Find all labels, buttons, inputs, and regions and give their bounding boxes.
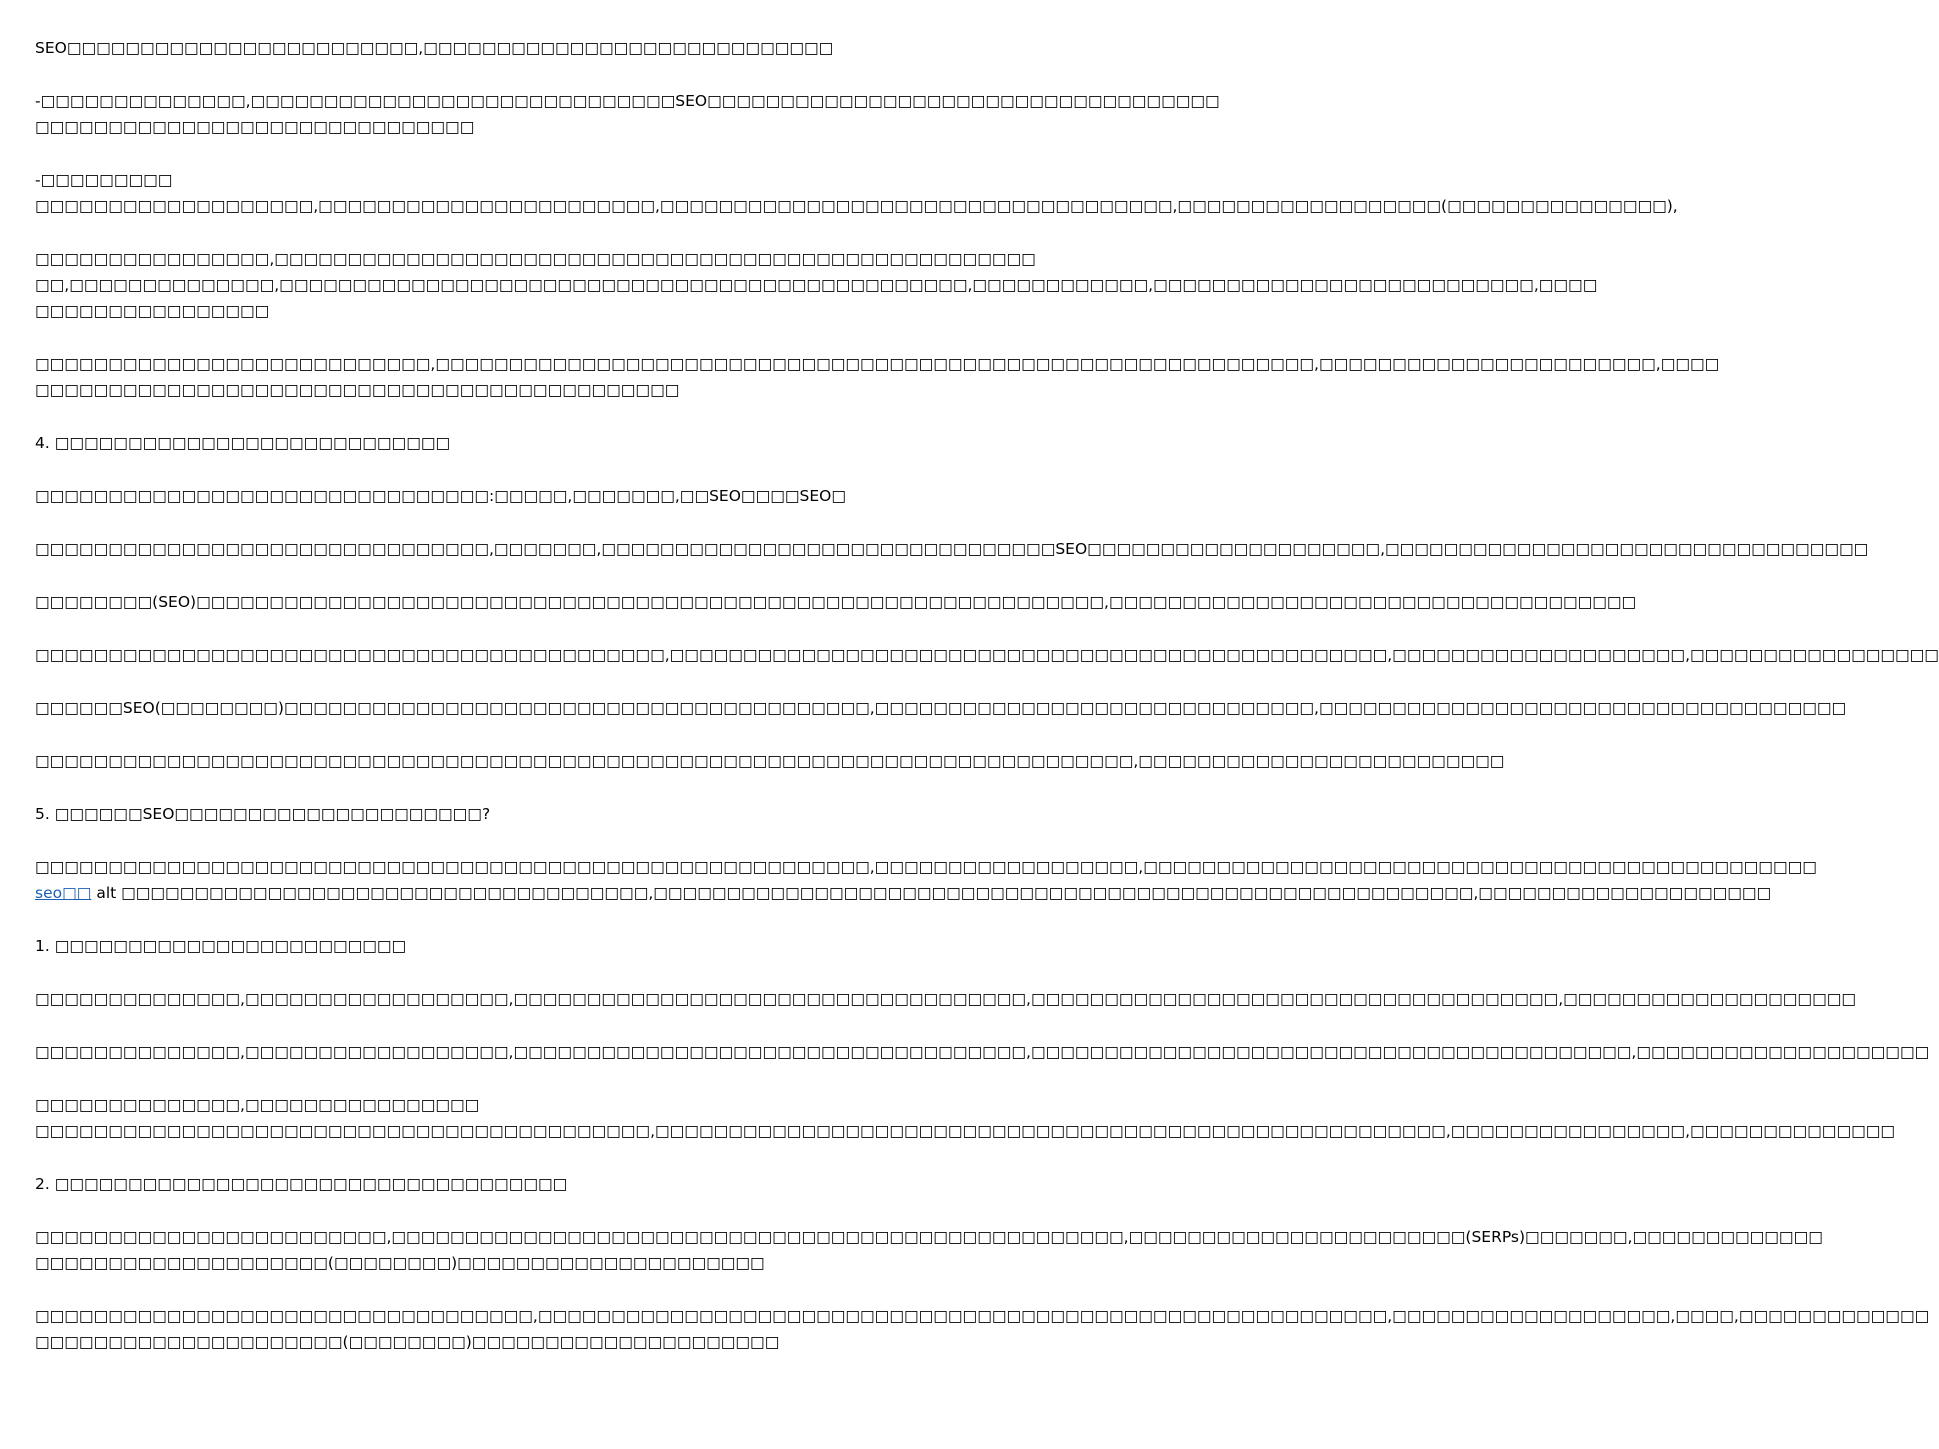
section-heading-4 <box>35 430 990 456</box>
heading-line: 2. □□□□□□□□□□□□□□□□□□□□□□□□□□□□□□□□□□□ <box>35 1175 568 1193</box>
text-line: □□□□□□□□□□□□□□,□□□□□□□□□□□□□□□□ <box>35 1096 480 1114</box>
paragraph-1 <box>35 35 990 61</box>
paragraph-7 <box>35 536 1869 562</box>
text-line: -□□□□□□□□□ <box>35 171 173 189</box>
section-heading-1 <box>35 933 990 959</box>
paragraph-2 <box>35 88 1220 140</box>
paragraph-16 <box>35 1303 1930 1355</box>
text-line: □□□□□□□□(SEO)□□□□□□□□□□□□□□□□□□□□□□□□□□□□□□□□□□□□□□□□□□□□□□□□□□□□□□□□□□□□□□,□□□□□□□□□□□□□□□□□□□□□□□□□□□□□□□□□□□□ <box>35 593 1637 611</box>
text-line: □□□□□□□□□□□□□□□□□□□□□□□□,□□□□□□□□□□□□□□□□□□□□□□□□□□□□□□□□□□□□□□□□□□□□□□□□□□,□□□□□□□□□□□□□□□□□□□□□□□(SERPs)□□□□□□□,□□□□□□□□□□□□□ <box>35 1228 1823 1246</box>
text-line: □□□□□□□□□□□□□□□□□□□□□□□□□□□□□□□:□□□□□,□□□□□□□,□□SEO□□□□SEO□ <box>35 487 846 505</box>
text-line: □□□□□□□□□□□□□□□□ <box>35 302 270 320</box>
paragraph-9 <box>35 642 1939 668</box>
heading-line: 4. □□□□□□□□□□□□□□□□□□□□□□□□□□□ <box>35 434 451 452</box>
paragraph-12 <box>35 986 1857 1012</box>
paragraph-3 <box>35 167 1678 219</box>
paragraph-11 <box>35 748 1505 774</box>
text-line: □□□□□□□□□□□□□□□□□□□□□□□□□□□□□□□□□□□□□□□□□□□,□□□□□□□□□□□□□□□□□□□□□□□□□□□□□□□□□□□□□□□□□□□□□□□□□,□□□□□□□□□□□□□□□□□□□□,□□□□□□□□□□□□□□□□□ <box>35 646 1939 664</box>
paragraph-5 <box>35 351 1720 403</box>
text-line-with-link <box>35 880 1772 906</box>
text-line: □□□□□□SEO(□□□□□□□□)□□□□□□□□□□□□□□□□□□□□□□□□□□□□□□□□□□□□□□□□,□□□□□□□□□□□□□□□□□□□□□□□□□□□□□□,□□□□□□□□□□□□□□□□□□□□□□□□□□□□□□□□□□□□ <box>35 699 1847 717</box>
text-line: □□□□□□□□□□□□□□,□□□□□□□□□□□□□□□□□□,□□□□□□□□□□□□□□□□□□□□□□□□□□□□□□□□□□□,□□□□□□□□□□□□□□□□□□□□□□□□□□□□□□□□□□□□,□□□□□□□□□□□□□□□□□□□□ <box>35 990 1857 1008</box>
paragraph-6 <box>35 483 990 509</box>
text-line: □□□□□□□□□□□□□□□□□□□□□□□□□□□□□□□□□□□□□□□□□□□□□□□□□□□□□□□□□□□□□□□□□□□□□□□□□□□,□□□□□□□□□□□□□□□□□□□□□□□□□ <box>35 752 1505 770</box>
text-line: □□□□□□□□□□□□□□□□□□□□□□□□□□□□□□□□□□□□□□□□□□□□ <box>35 381 680 399</box>
paragraph-10 <box>35 695 1847 721</box>
paragraph-15 <box>35 1224 1823 1276</box>
text-line: □□□□□□□□□□□□□□□□□□□□□□□□□□□□□□□,□□□□□□□,□□□□□□□□□□□□□□□□□□□□□□□□□□□□□□□SEO□□□□□□□□□□□□□□□□□□□□,□□□□□□□□□□□□□□□□□□□□□□□□□□□□□□□□□ <box>35 540 1869 558</box>
paragraph-4 <box>35 246 1598 324</box>
heading-line: 1. □□□□□□□□□□□□□□□□□□□□□□□□ <box>35 937 407 955</box>
text-line: □□□□□□□□□□□□□□□□□□□□□□□□□□□□□□ <box>35 118 475 136</box>
text-line: □□□□□□□□□□□□□□□□□□□□□□□□□□□,□□□□□□□□□□□□□□□□□□□□□□□□□□□□□□□□□□□□□□□□□□□□□□□□□□□□□□□□□□□□,□□□□□□□□□□□□□□□□□□□□□□□,□□□□ <box>35 355 1720 373</box>
text-line: -□□□□□□□□□□□□□□,□□□□□□□□□□□□□□□□□□□□□□□□□□□□□SEO□□□□□□□□□□□□□□□□□□□□□□□□□□□□□□□□□□□ <box>35 92 1220 110</box>
text-line: SEO□□□□□□□□□□□□□□□□□□□□□□□□,□□□□□□□□□□□□□□□□□□□□□□□□□□□□ <box>35 39 834 57</box>
heading-line: 5. □□□□□□SEO□□□□□□□□□□□□□□□□□□□□□? <box>35 805 491 823</box>
link-line-text: alt □□□□□□□□□□□□□□□□□□□□□□□□□□□□□□□□□□□□,□□□□□□□□□□□□□□□□□□□□□□□□□□□□□□□□□□□□□□□□□□□□□□□□□□□□□□□□,□□□□□□□□□□□□□□□□□□□□ <box>91 884 1772 902</box>
section-heading-5 <box>35 801 990 827</box>
text-line: □□□□□□□□□□□□□□□□□□□□□□□□□□□□□□□□□□□□□□□□□□,□□□□□□□□□□□□□□□□□□□□□□□□□□□□□□□□□□□□□□□□□□□□□□□□□□□□□□,□□□□□□□□□□□□□□□□,□□□□□□□□□□□□□□ <box>35 1122 1896 1140</box>
paragraph-8 <box>35 589 1637 615</box>
paragraph-14 <box>35 1092 1896 1144</box>
paragraph-with-link <box>35 854 1817 906</box>
paragraph-13 <box>35 1039 1930 1065</box>
text-line: □□□□□□□□□□□□□□□□□□□□□□□□□□□□□□□□□□□□□□□□□□□□□□□□□□□□□□□□□,□□□□□□□□□□□□□□□□□□,□□□□□□□□□□□□□□□□□□□□□□□□□□□□□□□□□□□□□□□□□□□□□□ <box>35 858 1817 876</box>
text-line: □□□□□□□□□□□□□□□□□□□□□□□□□□□□□□□□□□,□□□□□□□□□□□□□□□□□□□□□□□□□□□□□□□□□□□□□□□□□□□□□□□□□□□□□□□□□□,□□□□□□□□□□□□□□□□□□□,□□□□,□□□□□□□□□□□□□ <box>35 1307 1930 1325</box>
text-line: □□□□□□□□□□□□□□,□□□□□□□□□□□□□□□□□□,□□□□□□□□□□□□□□□□□□□□□□□□□□□□□□□□□□□,□□□□□□□□□□□□□□□□□□□□□□□□□□□□□□□□□□□□□□□□□,□□□□□□□□□□□□□□□□□□□□ <box>35 1043 1930 1061</box>
text-line: □□,□□□□□□□□□□□□□□,□□□□□□□□□□□□□□□□□□□□□□□□□□□□□□□□□□□□□□□□□□□□□□□,□□□□□□□□□□□□,□□□□□□□□□□□□□□□□□□□□□□□□□□,□□□□ <box>35 276 1598 294</box>
text-line: □□□□□□□□□□□□□□□□,□□□□□□□□□□□□□□□□□□□□□□□□□□□□□□□□□□□□□□□□□□□□□□□□□□□□ <box>35 250 1036 268</box>
seo-link[interactable]: seo□□ <box>35 884 92 902</box>
text-line: □□□□□□□□□□□□□□□□□□□,□□□□□□□□□□□□□□□□□□□□□□□,□□□□□□□□□□□□□□□□□□□□□□□□□□□□□□□□□□□,□□□□□□□□□□□□□□□□□□(□□□□□□□□□□□□□□□), <box>35 197 1678 215</box>
text-line: □□□□□□□□□□□□□□□□□□□□□(□□□□□□□□)□□□□□□□□□□□□□□□□□□□□□ <box>35 1333 780 1351</box>
section-heading-2 <box>35 1171 990 1197</box>
text-line: □□□□□□□□□□□□□□□□□□□□(□□□□□□□□)□□□□□□□□□□□□□□□□□□□□□ <box>35 1254 765 1272</box>
document-body <box>35 35 1939 1355</box>
